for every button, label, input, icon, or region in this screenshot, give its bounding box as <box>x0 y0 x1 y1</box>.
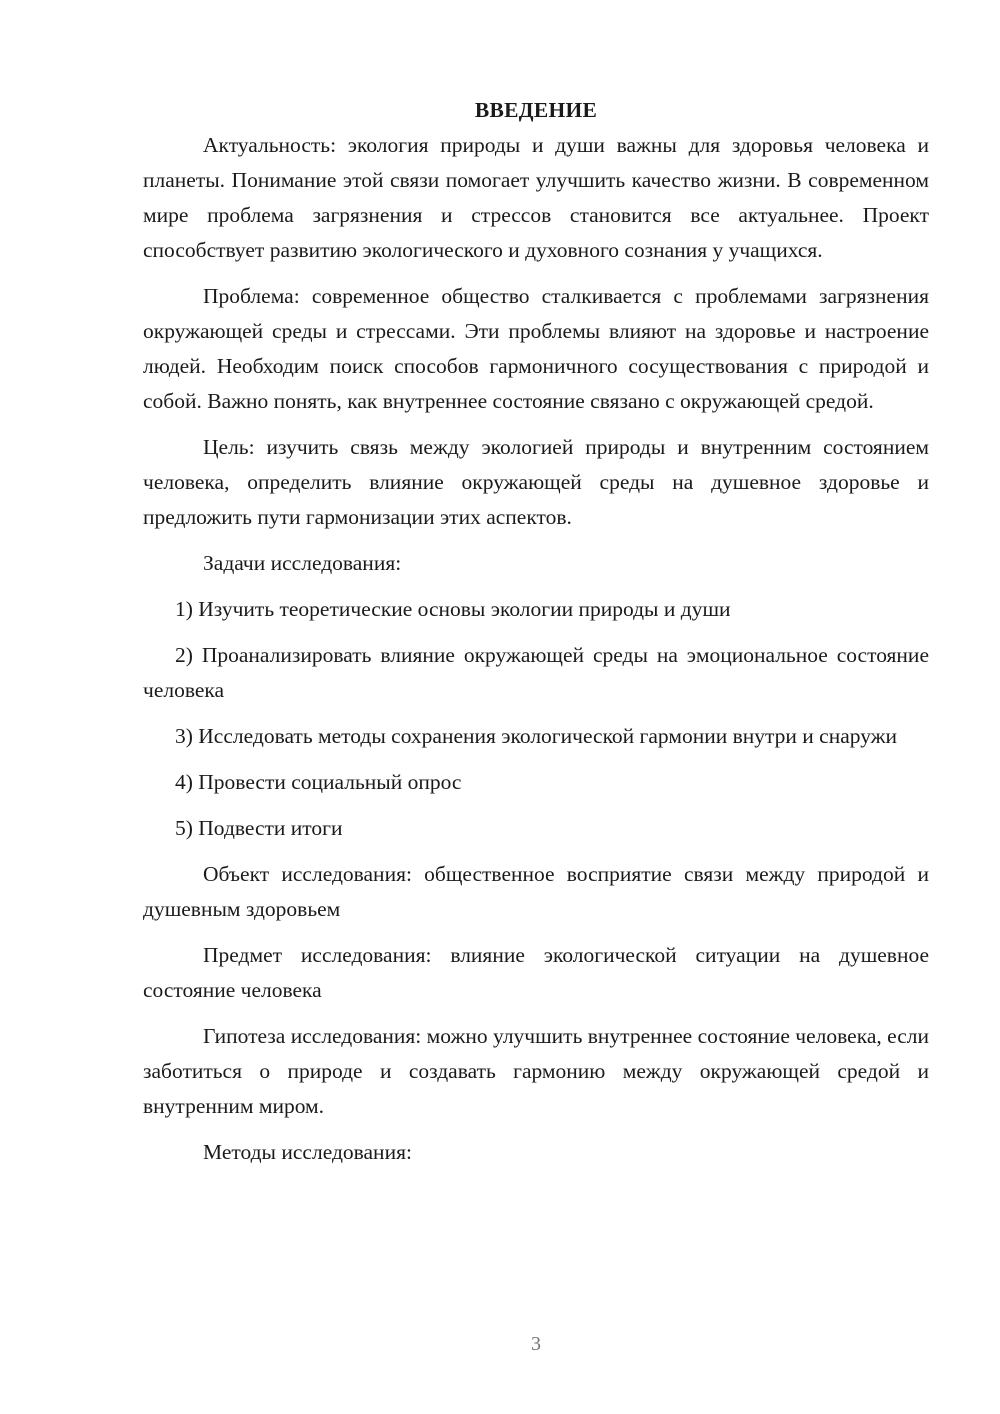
task-item-3: 3) Исследовать методы сохранения экологической гармонии внутри и снаружи <box>175 724 898 748</box>
page-number: 3 <box>531 1333 541 1355</box>
paragraph-problem: Проблема: современное общество сталкивается с проблемами загрязнения окружающей среды и стрессами. Эти проблемы влияют на здоровье и настроение людей. Необходим поиск способов гармоничного сосуществования с природой и собой. Важно понять, как внутреннее состояние связано с окружающей средой. <box>143 284 929 413</box>
tasks-heading: Задачи исследования: <box>203 551 402 575</box>
task-item-2: 2) Проанализировать влияние окружающей среды на эмоциональное состояние человека <box>143 643 929 702</box>
paragraph-subject: Предмет исследования: влияние экологической ситуации на душевное состояние человека <box>143 943 929 1002</box>
paragraph-hypothesis: Гипотеза исследования: можно улучшить внутреннее состояние человека, если заботиться о природе и создавать гармонию между окружающей средой и внутренним миром. <box>143 1024 929 1118</box>
paragraph-object: Объект исследования: общественное восприятие связи между природой и душевным здоровьем <box>143 862 929 921</box>
page-title: ВВЕДЕНИЕ <box>474 98 598 122</box>
task-item-1: 1) Изучить теоретические основы экологии природы и души <box>175 597 731 621</box>
task-item-4: 4) Провести социальный опрос <box>175 770 462 794</box>
page-content <box>143 93 929 1170</box>
task-item-5: 5) Подвести итоги <box>175 816 343 840</box>
paragraph-goal: Цель: изучить связь между экологией природы и внутренним состоянием человека, определить влияние окружающей среды на душевное здоровье и предложить пути гармонизации этих аспектов. <box>143 435 929 529</box>
paragraph-relevance: Актуальность: экология природы и души важны для здоровья человека и планеты. Понимание этой связи помогает улучшить качество жизни. В современном мире проблема загрязнения и стрессов становится все актуальнее. Проект способствует развитию экологического и духовного сознания у учащихся. <box>143 133 929 262</box>
methods-heading: Методы исследования: <box>203 1140 412 1164</box>
